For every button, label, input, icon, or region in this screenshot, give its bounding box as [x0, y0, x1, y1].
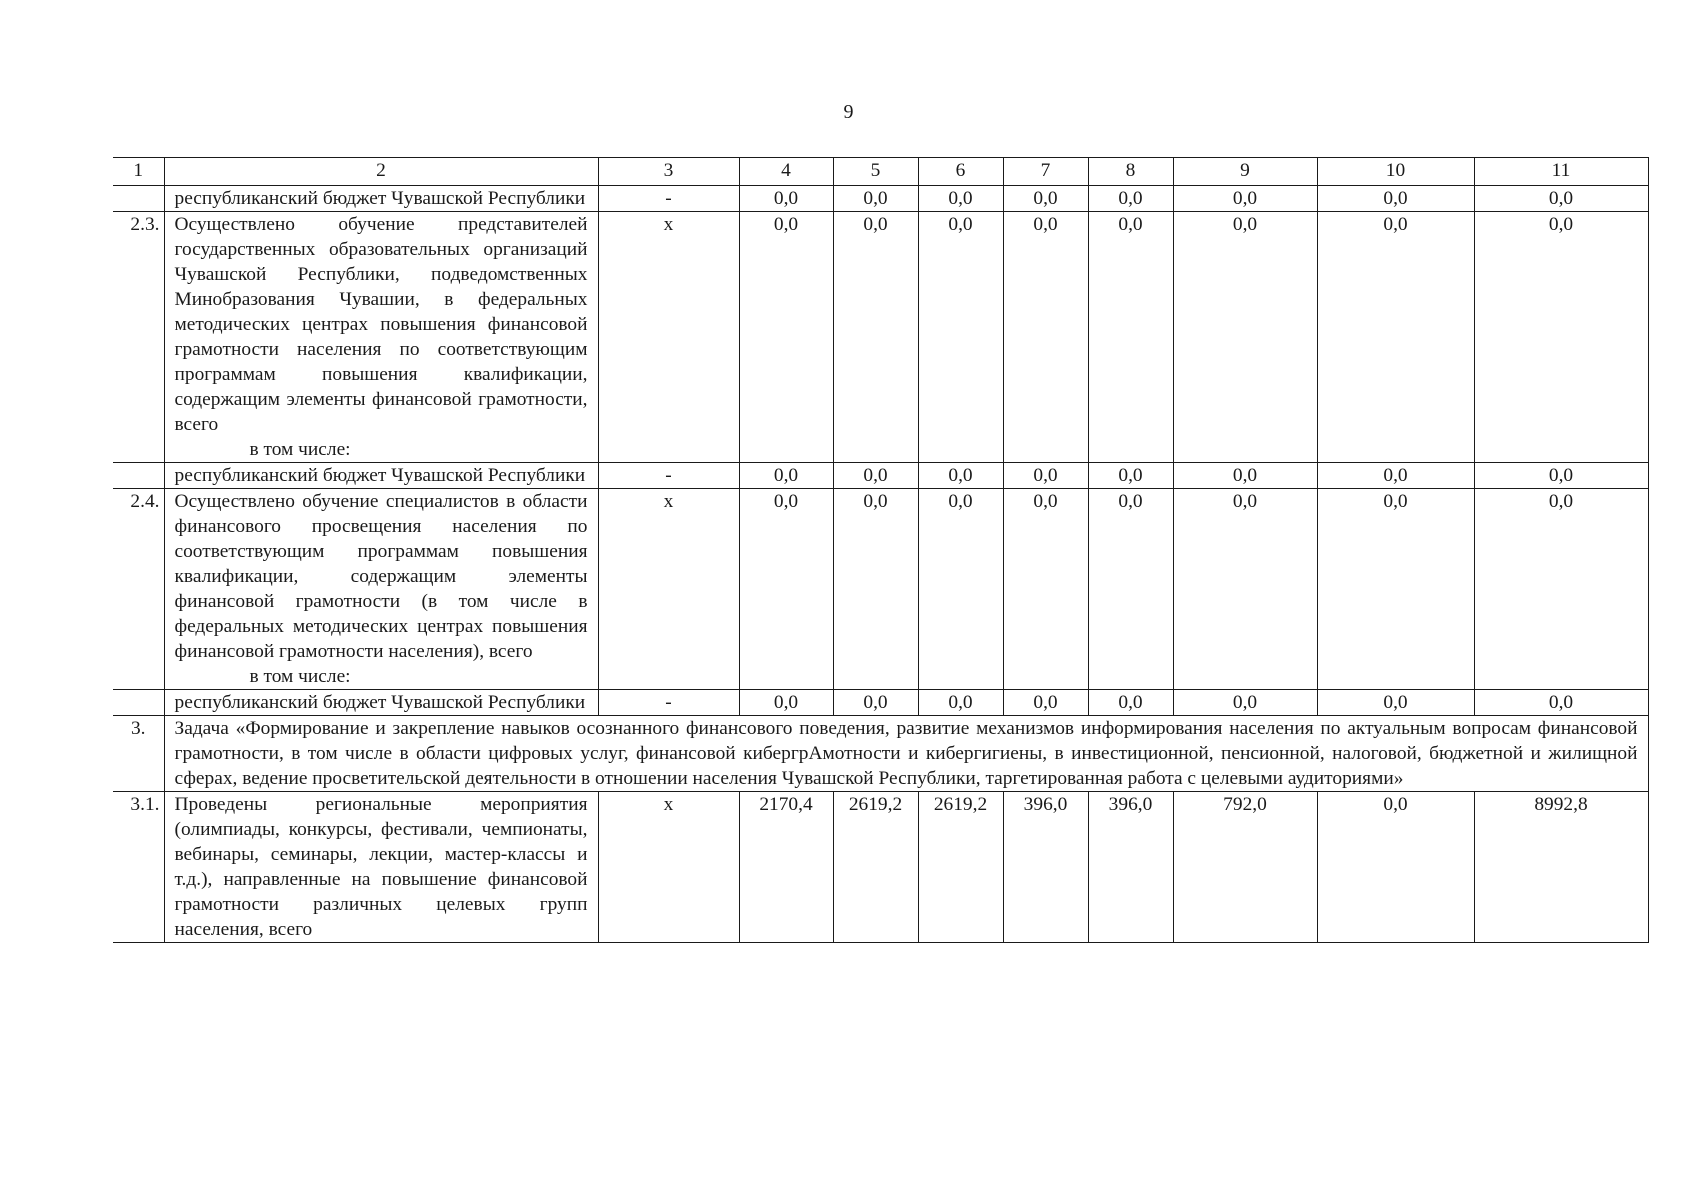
- page-number: 9: [843, 101, 854, 123]
- header-cell: 2: [164, 158, 598, 186]
- row-description-text: Осуществлено обучение специалистов в области финансового просвещения населения по соответствующим программам повышения квалификации, содержащим элементы финансовой грамотности (в том числе в федеральных методических центрах повышения финансовой грамотности населения), всего: [174, 491, 588, 662]
- row-description: республиканский бюджет Чувашской Республики: [164, 463, 598, 489]
- table-row: [113, 212, 1648, 463]
- value-cell: 0,0: [1317, 489, 1474, 690]
- value-cell: 0,0: [918, 690, 1003, 716]
- header-cell: 6: [918, 158, 1003, 186]
- table-header-row: [113, 158, 1648, 186]
- value-cell: 0,0: [739, 212, 833, 463]
- value-cell: 0,0: [1474, 212, 1648, 463]
- row-description: Проведены региональные мероприятия (олимпиады, конкурсы, фестивали, чемпионаты, вебинары, семинары, лекции, мастер-классы и т.д.), направленные на повышение финансовой грамотности различных целевых групп населения, всего: [164, 792, 598, 943]
- value-cell: 0,0: [1003, 186, 1088, 212]
- value-cell: 0,0: [918, 463, 1003, 489]
- row-mark: -: [598, 463, 739, 489]
- value-cell: 0,0: [833, 186, 918, 212]
- value-cell: 0,0: [1474, 489, 1648, 690]
- task-description: Задача «Формирование и закрепление навыков осознанного финансового поведения, развитие механизмов информирования населения по актуальным вопросам финансовой грамотности, в том числе в области цифровых услуг, финансовой кибергрАмотности и кибергигиены, в инвестиционной, пенсионной, налоговой, бюджетной и жилищной сферах, ведение просветительской деятельности в отношении населения Чувашской Республики, таргетированная работа с целевыми аудиториями»: [164, 716, 1648, 792]
- row-mark: х: [598, 212, 739, 463]
- task-row: [113, 716, 1648, 792]
- row-number: [113, 690, 164, 716]
- value-cell: 0,0: [1088, 690, 1173, 716]
- value-cell: 0,0: [1317, 463, 1474, 489]
- value-cell: 0,0: [833, 489, 918, 690]
- value-cell: 0,0: [1317, 792, 1474, 943]
- value-cell: 0,0: [1474, 186, 1648, 212]
- value-cell: 0,0: [1003, 212, 1088, 463]
- header-cell: 1: [113, 158, 164, 186]
- row-mark: х: [598, 792, 739, 943]
- value-cell: 0,0: [833, 463, 918, 489]
- table-row: [113, 792, 1648, 943]
- value-cell: 0,0: [918, 489, 1003, 690]
- value-cell: 0,0: [1173, 690, 1317, 716]
- row-description: [164, 489, 598, 690]
- row-mark: -: [598, 690, 739, 716]
- header-cell: 10: [1317, 158, 1474, 186]
- row-description: республиканский бюджет Чувашской Республики: [164, 690, 598, 716]
- row-number: 2.3.: [113, 212, 164, 463]
- table-row: [113, 186, 1648, 212]
- row-number: [113, 463, 164, 489]
- header-cell: 5: [833, 158, 918, 186]
- value-cell: 0,0: [833, 690, 918, 716]
- value-cell: 8992,8: [1474, 792, 1648, 943]
- value-cell: 0,0: [833, 212, 918, 463]
- value-cell: 0,0: [1088, 212, 1173, 463]
- table-row: [113, 489, 1648, 690]
- value-cell: 396,0: [1003, 792, 1088, 943]
- header-cell: 7: [1003, 158, 1088, 186]
- value-cell: 2619,2: [833, 792, 918, 943]
- row-number: [113, 186, 164, 212]
- header-cell: 11: [1474, 158, 1648, 186]
- header-cell: 8: [1088, 158, 1173, 186]
- value-cell: 0,0: [1317, 690, 1474, 716]
- value-cell: 0,0: [739, 489, 833, 690]
- row-number: 2.4.: [113, 489, 164, 690]
- value-cell: 0,0: [1173, 212, 1317, 463]
- value-cell: 2170,4: [739, 792, 833, 943]
- row-number: 3.1.: [113, 792, 164, 943]
- table-row: [113, 463, 1648, 489]
- value-cell: 0,0: [1088, 489, 1173, 690]
- row-subtitle: в том числе:: [249, 666, 351, 687]
- value-cell: 0,0: [1173, 186, 1317, 212]
- value-cell: 0,0: [918, 186, 1003, 212]
- value-cell: 0,0: [918, 212, 1003, 463]
- header-cell: 9: [1173, 158, 1317, 186]
- value-cell: 0,0: [739, 463, 833, 489]
- value-cell: 0,0: [1317, 212, 1474, 463]
- value-cell: 0,0: [1088, 463, 1173, 489]
- budget-table: [113, 157, 1649, 943]
- value-cell: 2619,2: [918, 792, 1003, 943]
- value-cell: 0,0: [1173, 463, 1317, 489]
- value-cell: 0,0: [1088, 186, 1173, 212]
- header-cell: 4: [739, 158, 833, 186]
- value-cell: 0,0: [1003, 690, 1088, 716]
- header-cell: 3: [598, 158, 739, 186]
- row-mark: х: [598, 489, 739, 690]
- table-row: [113, 690, 1648, 716]
- value-cell: 396,0: [1088, 792, 1173, 943]
- row-description-text: Осуществлено обучение представителей государственных образовательных организаций Чувашской Республики, подведомственных Минобразования Чувашии, в федеральных методических центрах повышения финансовой грамотности населения по соответствующим программам повышения квалификации, содержащим элементы финансовой грамотности, всего: [174, 214, 588, 435]
- value-cell: 0,0: [739, 186, 833, 212]
- value-cell: 0,0: [1474, 690, 1648, 716]
- value-cell: 0,0: [739, 690, 833, 716]
- row-description: [164, 212, 598, 463]
- row-mark: -: [598, 186, 739, 212]
- row-subtitle: в том числе:: [249, 439, 351, 460]
- value-cell: 0,0: [1173, 489, 1317, 690]
- value-cell: 0,0: [1003, 463, 1088, 489]
- value-cell: 0,0: [1003, 489, 1088, 690]
- value-cell: 0,0: [1317, 186, 1474, 212]
- value-cell: 0,0: [1474, 463, 1648, 489]
- task-number: 3.: [113, 716, 164, 792]
- value-cell: 792,0: [1173, 792, 1317, 943]
- row-description: республиканский бюджет Чувашской Республики: [164, 186, 598, 212]
